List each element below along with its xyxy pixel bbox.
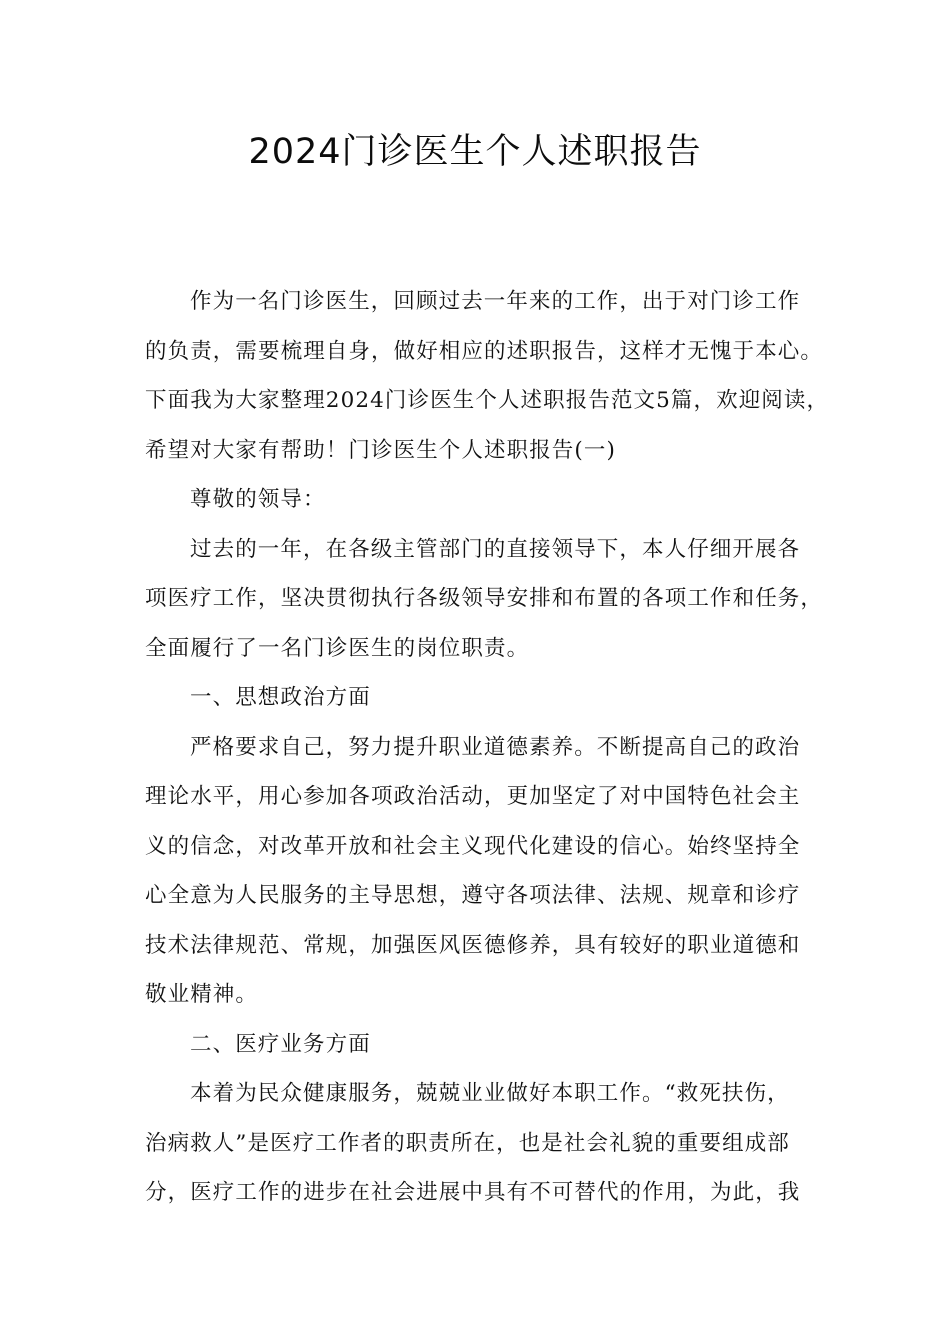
- text-line: 下面我为大家整理2024门诊医生个人述职报告范文5篇，欢迎阅读，: [145, 388, 830, 413]
- text-line: 技术法律规范、常规，加强医风医德修养，具有较好的职业道德和: [145, 932, 801, 958]
- text-line: 全面履行了一名门诊医生的岗位职责。: [145, 635, 530, 661]
- text-line: 项医疗工作，坚决贯彻执行各级领导安排和布置的各项工作和任务，: [145, 586, 824, 611]
- text-line: 严格要求自己，努力提升职业道德素养。不断提高自己的政治: [190, 734, 801, 760]
- text-line: 心全意为人民服务的主导思想，遵守各项法律、法规、规章和诊疗: [145, 883, 801, 908]
- section-heading-ideology: [145, 673, 810, 723]
- paragraph-overview: [145, 525, 824, 674]
- document-title: 2024门诊医生个人述职报告: [248, 132, 702, 172]
- text-line: 敬业精神。: [145, 982, 259, 1007]
- paragraph-intro: [145, 277, 830, 475]
- text-line: 一、思想政治方面: [190, 685, 371, 710]
- text-line: 理论水平，用心参加各项政治活动，更加坚定了对中国特色社会主: [145, 784, 801, 809]
- text-line: 治病救人”是医疗工作者的职责所在，也是社会礼貌的重要组成部: [145, 1130, 790, 1156]
- text-line: 作为一名门诊医生，回顾过去一年来的工作，出于对门诊工作: [190, 289, 801, 314]
- text-line: 二、医疗业务方面: [190, 1031, 371, 1057]
- paragraph-salutation: [145, 475, 810, 525]
- text-line: 过去的一年，在各级主管部门的直接领导下，本人仔细开展各: [190, 536, 801, 562]
- text-line: 义的信念，对改革开放和社会主义现代化建设的信心。始终坚持全: [145, 833, 801, 859]
- document-body: [145, 277, 830, 1218]
- text-line: 分，医疗工作的进步在社会进展中具有不可替代的作用，为此，我: [145, 1180, 801, 1205]
- text-line: 的负责，需要梳理自身，做好相应的述职报告，这样才无愧于本心。: [145, 338, 824, 364]
- text-line: 本着为民众健康服务，兢兢业业做好本职工作。“救死扶伤，: [190, 1081, 790, 1106]
- section-heading-medical: [145, 1020, 810, 1070]
- text-line: 尊敬的领导：: [190, 487, 326, 512]
- paragraph-ideology: [145, 723, 810, 1020]
- paragraph-medical: [145, 1069, 810, 1218]
- text-line: 希望对大家有帮助！门诊医生个人述职报告(一): [145, 437, 616, 463]
